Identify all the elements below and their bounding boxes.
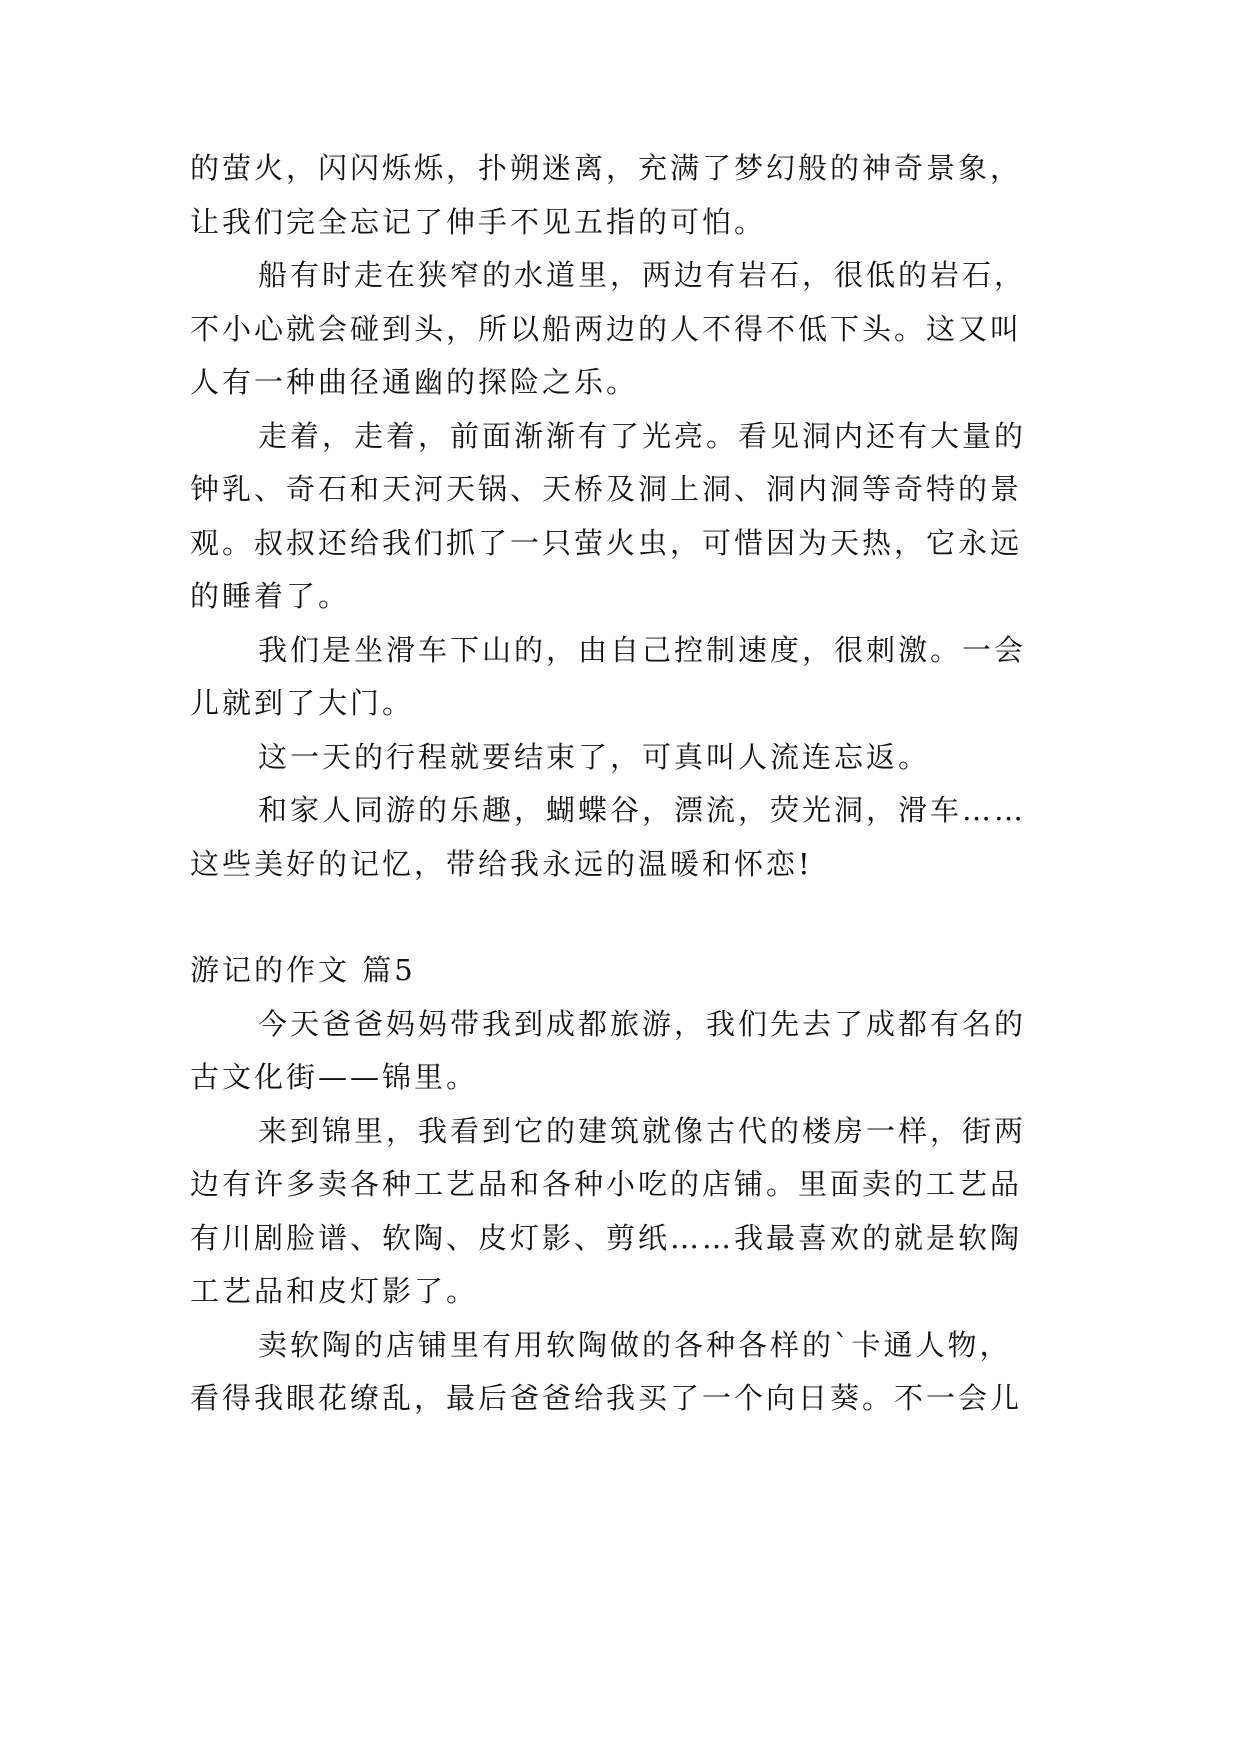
paragraph-line: 船有时走在狭窄的水道里，两边有岩石，很低的岩石， (258, 258, 1027, 292)
paragraph-line: 观。叔叔还给我们抓了一只萤火虫，可惜因为天热，它永远 (190, 525, 1023, 560)
paragraph-line: 来到锦里，我看到它的建筑就像古代的楼房一样，街两 (258, 1113, 1027, 1148)
section-gap (190, 891, 1070, 944)
paragraph-line: 边有许多卖各种工艺品和各种小吃的店铺。里面卖的工艺品 (190, 1167, 1023, 1201)
section-heading: 游记的作文 篇5 (190, 953, 416, 987)
paragraph-line: 和家人同游的乐趣，蝴蝶谷，漂流，荧光洞，滑车…… (258, 793, 1027, 827)
paragraph-line: 工艺品和皮灯影了。 (190, 1274, 479, 1308)
paragraph-line: 这些美好的记忆，带给我永远的温暖和怀恋! (190, 846, 813, 881)
paragraph-line: 人有一种曲径通幽的探险之乐。 (190, 365, 639, 399)
paragraph-line: 的萤火，闪闪烁烁，扑朔迷离，充满了梦幻般的神奇景象， (190, 151, 1023, 185)
paragraph-line: 有川剧脸谱、软陶、皮灯影、剪纸……我最喜欢的就是软陶 (190, 1220, 1023, 1255)
paragraph-line: 让我们完全忘记了伸手不见五指的可怕。 (190, 204, 767, 239)
paragraph-line: 儿就到了大门。 (190, 686, 415, 720)
paragraph-line: 的睡着了。 (190, 579, 351, 613)
paragraph-line: 看得我眼花缭乱，最后爸爸给我买了一个向日葵。不一会儿 (190, 1381, 1023, 1415)
paragraph-line: 钟乳、奇石和天河天锅、天桥及洞上洞、洞内洞等奇特的景 (190, 472, 1023, 506)
paragraph-line: 今天爸爸妈妈带我到成都旅游，我们先去了成都有名的 (258, 1006, 1027, 1041)
paragraph-line: 古文化街——锦里。 (190, 1060, 479, 1094)
essay-body-part-1 (190, 142, 1070, 1426)
paragraph-line: 走着，走着，前面渐渐有了光亮。看见洞内还有大量的 (258, 418, 1027, 453)
paragraph-line: 我们是坐滑车下山的，由自己控制速度，很刺激。一会 (258, 632, 1027, 667)
paragraph-line: 不小心就会碰到头，所以船两边的人不得不低下头。这又叫 (190, 311, 1023, 346)
paragraph-line: 这一天的行程就要结束了，可真叫人流连忘返。 (258, 739, 931, 774)
paragraph-line: 卖软陶的店铺里有用软陶做的各种各样的`卡通人物， (258, 1327, 1012, 1362)
